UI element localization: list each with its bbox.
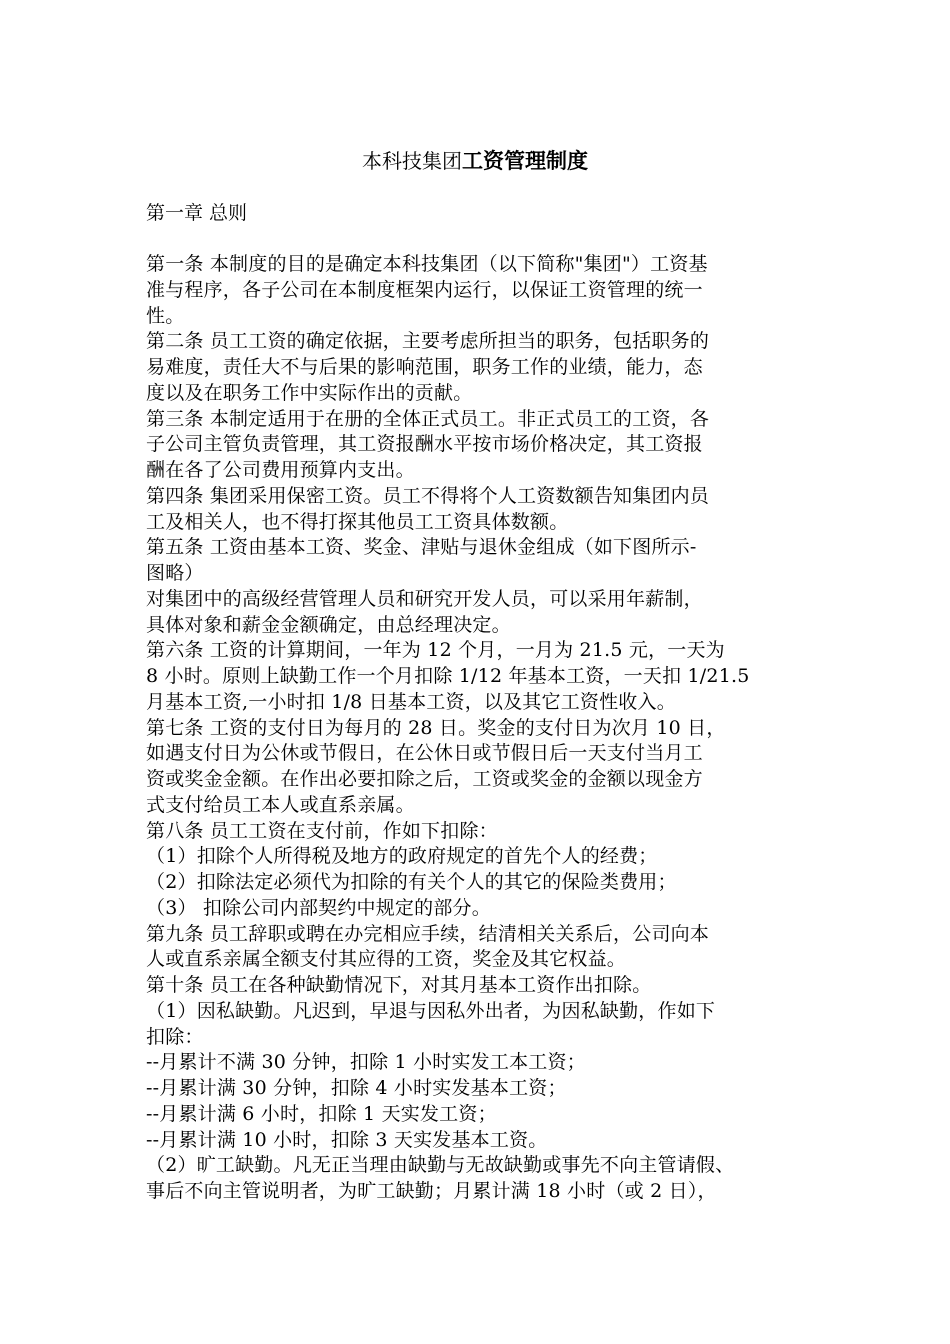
title-prefix: 本科技集团 <box>362 149 462 173</box>
text-line: 第九条 员工辞职或聘在办完相应手续，结清相关关系后，公司向本 <box>146 922 710 945</box>
text-line: 对集团中的高级经营管理人员和研究开发人员，可以采用年薪制， <box>146 587 703 610</box>
text-line: 工及相关人，也不得打探其他员工工资具体数额。 <box>146 510 569 533</box>
text-line: 第七条 工资的支付日为每月的 28 日。奖金的支付日为次月 10 日， <box>146 716 726 739</box>
document-body <box>146 252 826 1205</box>
chapter-heading: 第一章 总则 <box>146 202 248 224</box>
text-line: --月累计不满 30 分钟，扣除 1 小时实发工本工资； <box>146 1051 586 1074</box>
text-line: 图略） <box>146 562 204 584</box>
text-line: 资或奖金金额。在作出必要扣除之后，工资或奖金的金额以现金方 <box>146 768 703 790</box>
document-title <box>0 146 950 176</box>
text-line: --月累计满 6 小时，扣除 1 天实发工资； <box>146 1102 497 1125</box>
text-line: （3） 扣除公司内部契约中规定的部分。 <box>146 896 491 919</box>
text-line: 第八条 员工工资在支付前，作如下扣除： <box>146 819 498 842</box>
text-line: 第十条 员工在各种缺勤情况下，对其月基本工资作出扣除。 <box>146 974 652 996</box>
text-line: 式支付给员工本人或直系亲属。 <box>146 793 415 816</box>
text-line: （2）旷工缺勤。凡无正当理由缺勤与无故缺勤或事先不向主管请假、 <box>146 1154 735 1177</box>
text-line: 人或直系亲属全额支付其应得的工资，奖金及其它权益。 <box>146 948 627 971</box>
text-line: 第四条 集团采用保密工资。员工不得将个人工资数额告知集团内员 <box>146 484 710 507</box>
text-line: 性。 <box>146 304 185 327</box>
text-line: 如遇支付日为公休或节假日，在公休日或节假日后一天支付当月工 <box>146 742 703 765</box>
text-line: （2）扣除法定必须代为扣除的有关个人的其它的保险类费用； <box>146 871 677 893</box>
text-line: 扣除： <box>146 1025 204 1048</box>
text-line: 第三条 本制定适用于在册的全体正式员工。非正式员工的工资，各 <box>146 407 710 430</box>
text-line: 月基本工资,一小时扣 1/8 日基本工资，以及其它工资性收入。 <box>146 690 676 713</box>
text-line: （1）扣除个人所得税及地方的政府规定的首先个人的经费； <box>146 845 658 868</box>
text-line: 具体对象和薪金金额确定，由总经理决定。 <box>146 613 511 636</box>
text-line: 子公司主管负责管理，其工资报酬水平按市场价格决定，其工资报 <box>146 433 703 456</box>
text-line: 第一条 本制度的目的是确定本科技集团（以下简称"集团"）工资基 <box>146 253 708 275</box>
text-line: 第二条 员工工资的确定依据，主要考虑所担当的职务，包括职务的 <box>146 330 710 353</box>
text-line: （1）因私缺勤。凡迟到，早退与因私外出者，为因私缺勤，作如下 <box>146 999 716 1022</box>
text-line: 准与程序，各子公司在本制度框架内运行，以保证工资管理的统一 <box>146 278 703 301</box>
text-line: 度以及在职务工作中实际作出的贡献。 <box>146 381 473 404</box>
text-line: 易难度，责任大不与后果的影响范围，职务工作的业绩，能力，态 <box>146 356 703 378</box>
text-line: 第五条 工资由基本工资、奖金、津贴与退休金组成（如下图所示- <box>146 536 697 559</box>
text-line: --月累计满 10 小时，扣除 3 天实发基本工资。 <box>146 1128 548 1151</box>
text-line: 酬在各了公司费用预算内支出。 <box>146 459 415 481</box>
text-line: 8 小时。原则上缺勤工作一个月扣除 1/12 年基本工资，一天扣 1/21.5 <box>146 665 750 687</box>
title-main: 工资管理制度 <box>462 148 588 173</box>
text-line: 事后不向主管说明者，为旷工缺勤；月累计满 18 小时（或 2 日）， <box>146 1180 717 1202</box>
text-line: 第六条 工资的计算期间，一年为 12 个月，一月为 21.5 元，一天为 <box>146 639 725 662</box>
text-line: --月累计满 30 分钟，扣除 4 小时实发基本工资； <box>146 1077 567 1099</box>
